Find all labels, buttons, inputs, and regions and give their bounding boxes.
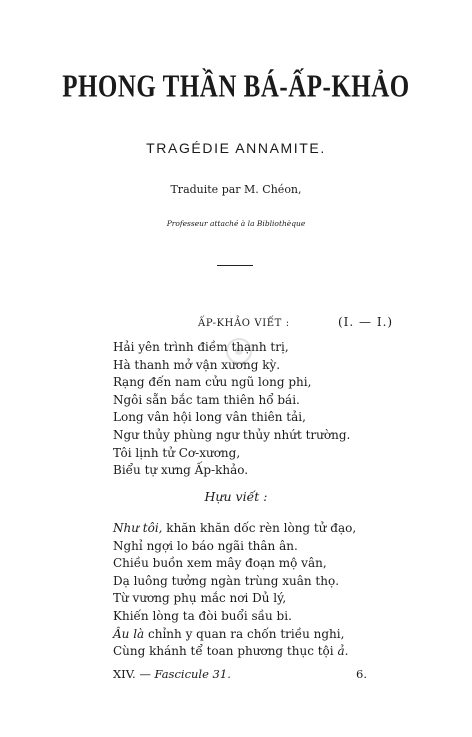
verse-lead: Như tôi,: [113, 521, 163, 535]
verse-rest: khăn khăn dốc rèn lòng tử đạo,: [162, 521, 357, 535]
verse-rest: chỉnh y quan ra chốn triều nghi,: [144, 626, 345, 641]
speaker-heading: ẤP-KHẢO VIẾT :: [198, 318, 290, 329]
subtitle: TRAGÉDIE ANNAMITE.: [146, 140, 326, 156]
volume-number: XIV. —: [113, 667, 151, 681]
fascicule-number: Fascicule 31.: [154, 667, 231, 681]
speaker-heading-2: Hựu viết :: [204, 489, 268, 504]
verse-line: Long vân hội long vân thiên tải,: [113, 410, 306, 425]
footer-volume: [113, 667, 231, 681]
divider-rule: [217, 265, 253, 266]
verse-line: [113, 520, 356, 538]
translator-credit: Traduite par M. Chéon,: [170, 183, 302, 196]
verse-block-1: [113, 339, 350, 480]
verse-line: Rạng đến nam cửu ngũ long phi,: [113, 375, 312, 390]
verse-line: Hà thanh mở vận xương kỳ.: [113, 357, 281, 372]
signature-mark: 6.: [356, 667, 367, 681]
verse-line: Nghỉ ngợi lo báo ngãi thân ân.: [113, 538, 298, 553]
verse-tail: ả.: [337, 644, 349, 659]
verse-line: Khiến lòng ta đòi buổi sầu bi.: [113, 608, 292, 623]
verse-line: Hải yên trình điềm thạnh trị,: [113, 340, 289, 354]
verse-line: Chiều buồn xem mây đoạn mộ vân,: [113, 556, 327, 571]
verse-line: Ngôi sẵn bắc tam thiên hổ bái.: [113, 392, 300, 407]
verse-line: Ngư thủy phùng ngư thủy nhứt trường.: [113, 427, 351, 442]
verse-line: Dạ luông tưởng ngàn trùng xuân thọ.: [113, 573, 340, 588]
translator-role: Professeur attaché à la Bibliothèque: [166, 219, 306, 228]
page-title: PHONG THẦN BÁ-ẤP-KHẢO: [62, 70, 410, 104]
verse-line: Từ vương phụ mắc nơi Dủ lý,: [113, 591, 287, 606]
verse-lead: Âu là: [113, 626, 145, 641]
verse-block-2: [113, 520, 356, 661]
verse-line: Tôi lịnh tử Cơ-xương,: [113, 445, 241, 460]
verse-line: [113, 626, 356, 644]
verse-line: [113, 643, 356, 661]
verse-line: Biểu tự xưng Ấp-khảo.: [113, 463, 249, 478]
scene-reference: (I. — I.): [338, 315, 394, 329]
verse-rest: Cùng khánh tể toan phương thục tội: [113, 644, 338, 659]
